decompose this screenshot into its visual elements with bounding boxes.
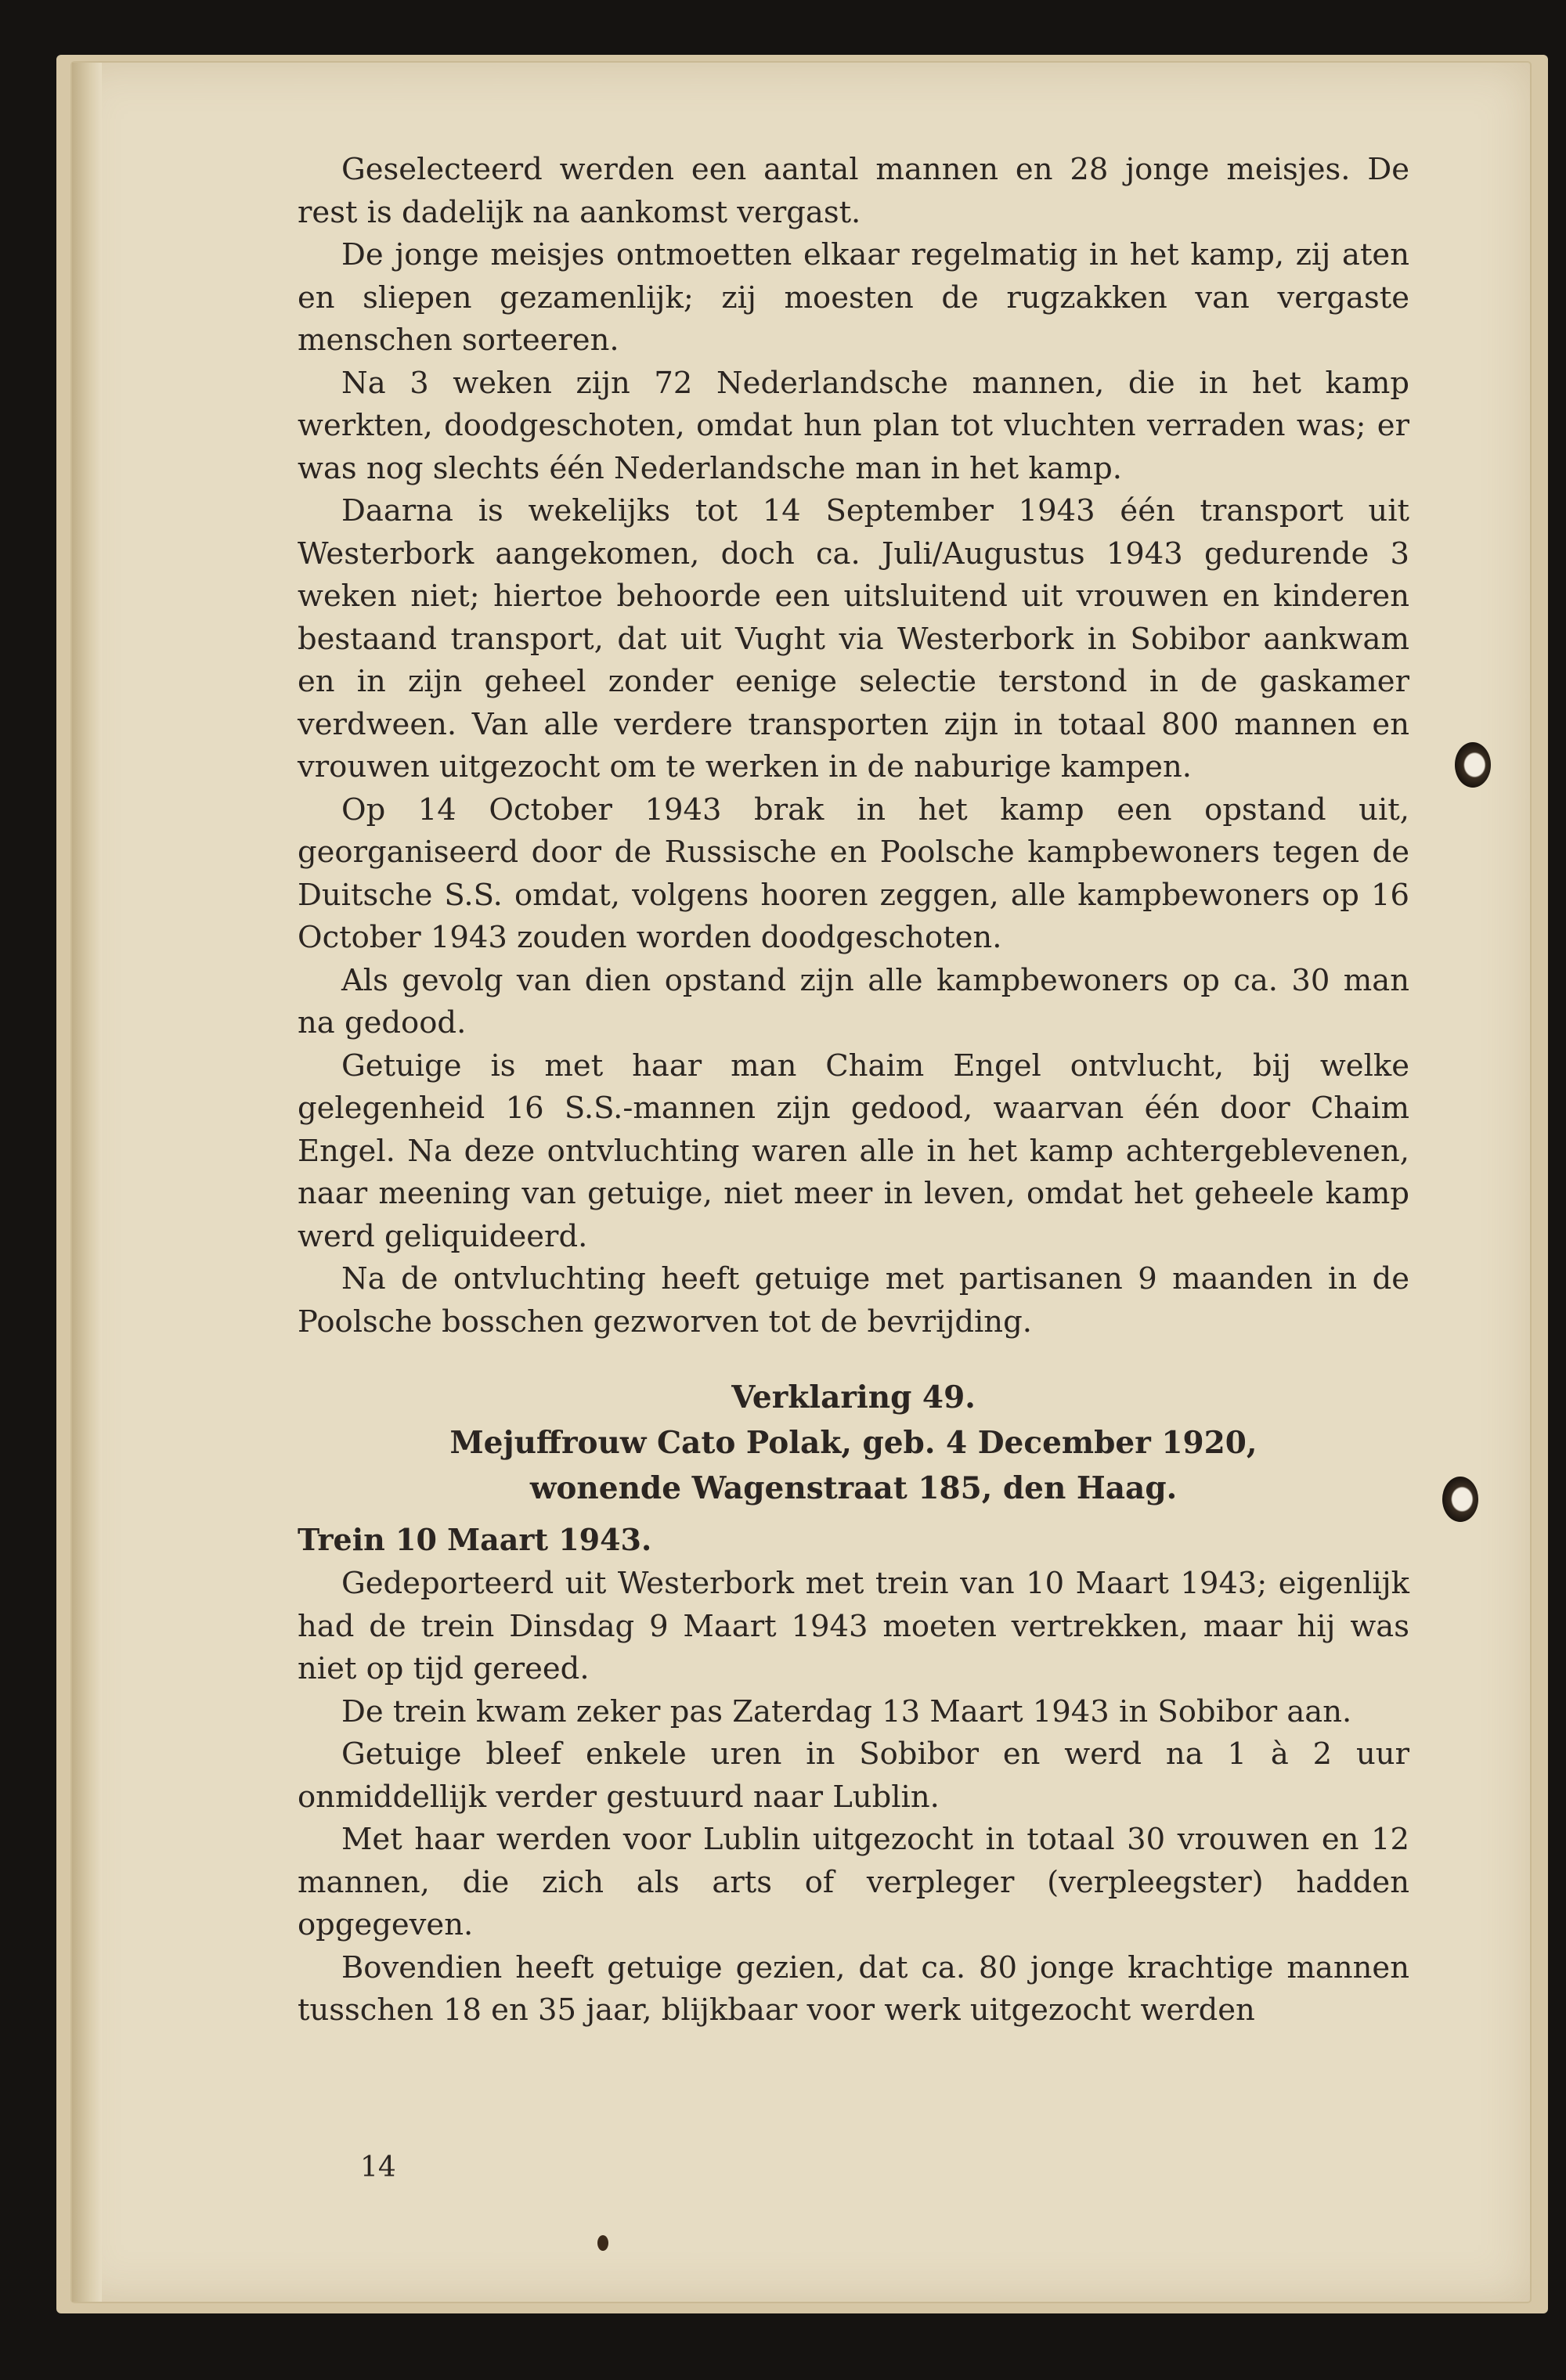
witness-name: Mejuffrouw Cato Polak, geb. 4 December 1920,: [449, 1425, 1257, 1461]
page-spine: [72, 63, 102, 2302]
declaration-title: Verklaring 49.: [731, 1379, 976, 1415]
ink-stain: [597, 2235, 608, 2251]
paragraph-uprising-result: Als gevolg van dien opstand zijn alle kampbewoners op ca. 30 man na gedood.: [298, 962, 1409, 1040]
punch-hole-upper: [1455, 742, 1491, 788]
paragraph-weekly-transports: Daarna is wekelijks tot 14 September 1943 één transport uit Westerbork aangekomen, doch ca. Juli/Augustus 1943 gedurende 3 weken niet; hiertoe behoorde een uitsluitend uit vrouwen en kinderen bestaand transport, dat uit Vught via Westerbork in Sobibor aankwam en in zijn geheel zonder eenige selectie terstond in de gaskamer verdween. Van alle verdere transporten zijn in totaal 800 mannen en vrouwen uitgezocht om te werken in de naburige kampen.: [298, 493, 1409, 784]
section-gap: [298, 1343, 1409, 1375]
punch-hole-lower: [1442, 1477, 1478, 1522]
paragraph-young-men: Bovendien heeft getuige gezien, dat ca. 80 jonge krachtige mannen tusschen 18 en 35 jaar, blijkbaar voor werk uitgezocht werden: [298, 1949, 1409, 2028]
paragraph-selected-for-lublin: Met haar werden voor Lublin uitgezocht in totaal 30 vrouwen en 12 mannen, die zich als arts of verpleger (verpleegster) hadden opgegeven.: [298, 1822, 1409, 1942]
paragraph-partisans: Na de ontvluchting heeft getuige met partisanen 9 maanden in de Poolsche bosschen gezworven tot de bevrijding.: [298, 1261, 1409, 1340]
witness-address: wonende Wagenstraat 185, den Haag.: [529, 1470, 1178, 1506]
paragraph-dutch-men: Na 3 weken zijn 72 Nederlandsche mannen, die in het kamp werkten, doodgeschoten, omdat hun plan tot vluchten verraden was; er was nog slechts één Nederlandsche man in het kamp.: [298, 365, 1409, 486]
train-heading: Trein 10 Maart 1943.: [298, 1522, 652, 1557]
paragraph-uprising: Op 14 October 1943 brak in het kamp een opstand uit, georganiseerd door de Russische en Poolsche kampbewoners tegen de Duitsche S.S. omdat, volgens hooren zeggen, alle kampbewoners op 16 October 1943 zouden worden doodgeschoten.: [298, 792, 1409, 955]
paragraph-arrival: De trein kwam zeker pas Zaterdag 13 Maart 1943 in Sobibor aan.: [341, 1693, 1352, 1729]
page-number: 14: [360, 2151, 396, 2183]
paragraph-escape: Getuige is met haar man Chaim Engel ontvlucht, bij welke gelegenheid 16 S.S.-mannen zijn gedood, waarvan één door Chaim Engel. Na deze ontvluchting waren alle in het kamp achtergeblevenen, naar meening van getuige, niet meer in leven, omdat het geheele kamp werd geliquideerd.: [298, 1048, 1409, 1254]
paragraph-deported: Gedeporteerd uit Westerbork met trein van 10 Maart 1943; eigenlijk had de trein Dinsdag 9 Maart 1943 moeten vertrekken, maar hij was niet op tijd gereed.: [298, 1566, 1409, 1686]
paragraph-selection: Geselecteerd werden een aantal mannen en 28 jonge meisjes. De rest is dadelijk na aankomst vergast.: [298, 152, 1409, 230]
paragraph-young-girls: De jonge meisjes ontmoetten elkaar regelmatig in het kamp, zij aten en sliepen gezamenlijk; zij moesten de rugzakken van vergaste menschen sorteeren.: [298, 237, 1409, 358]
paragraph-lublin: Getuige bleef enkele uren in Sobibor en werd na 1 à 2 uur onmiddellijk verder gestuurd naar Lublin.: [298, 1736, 1409, 1815]
page-text: [298, 149, 1409, 2032]
